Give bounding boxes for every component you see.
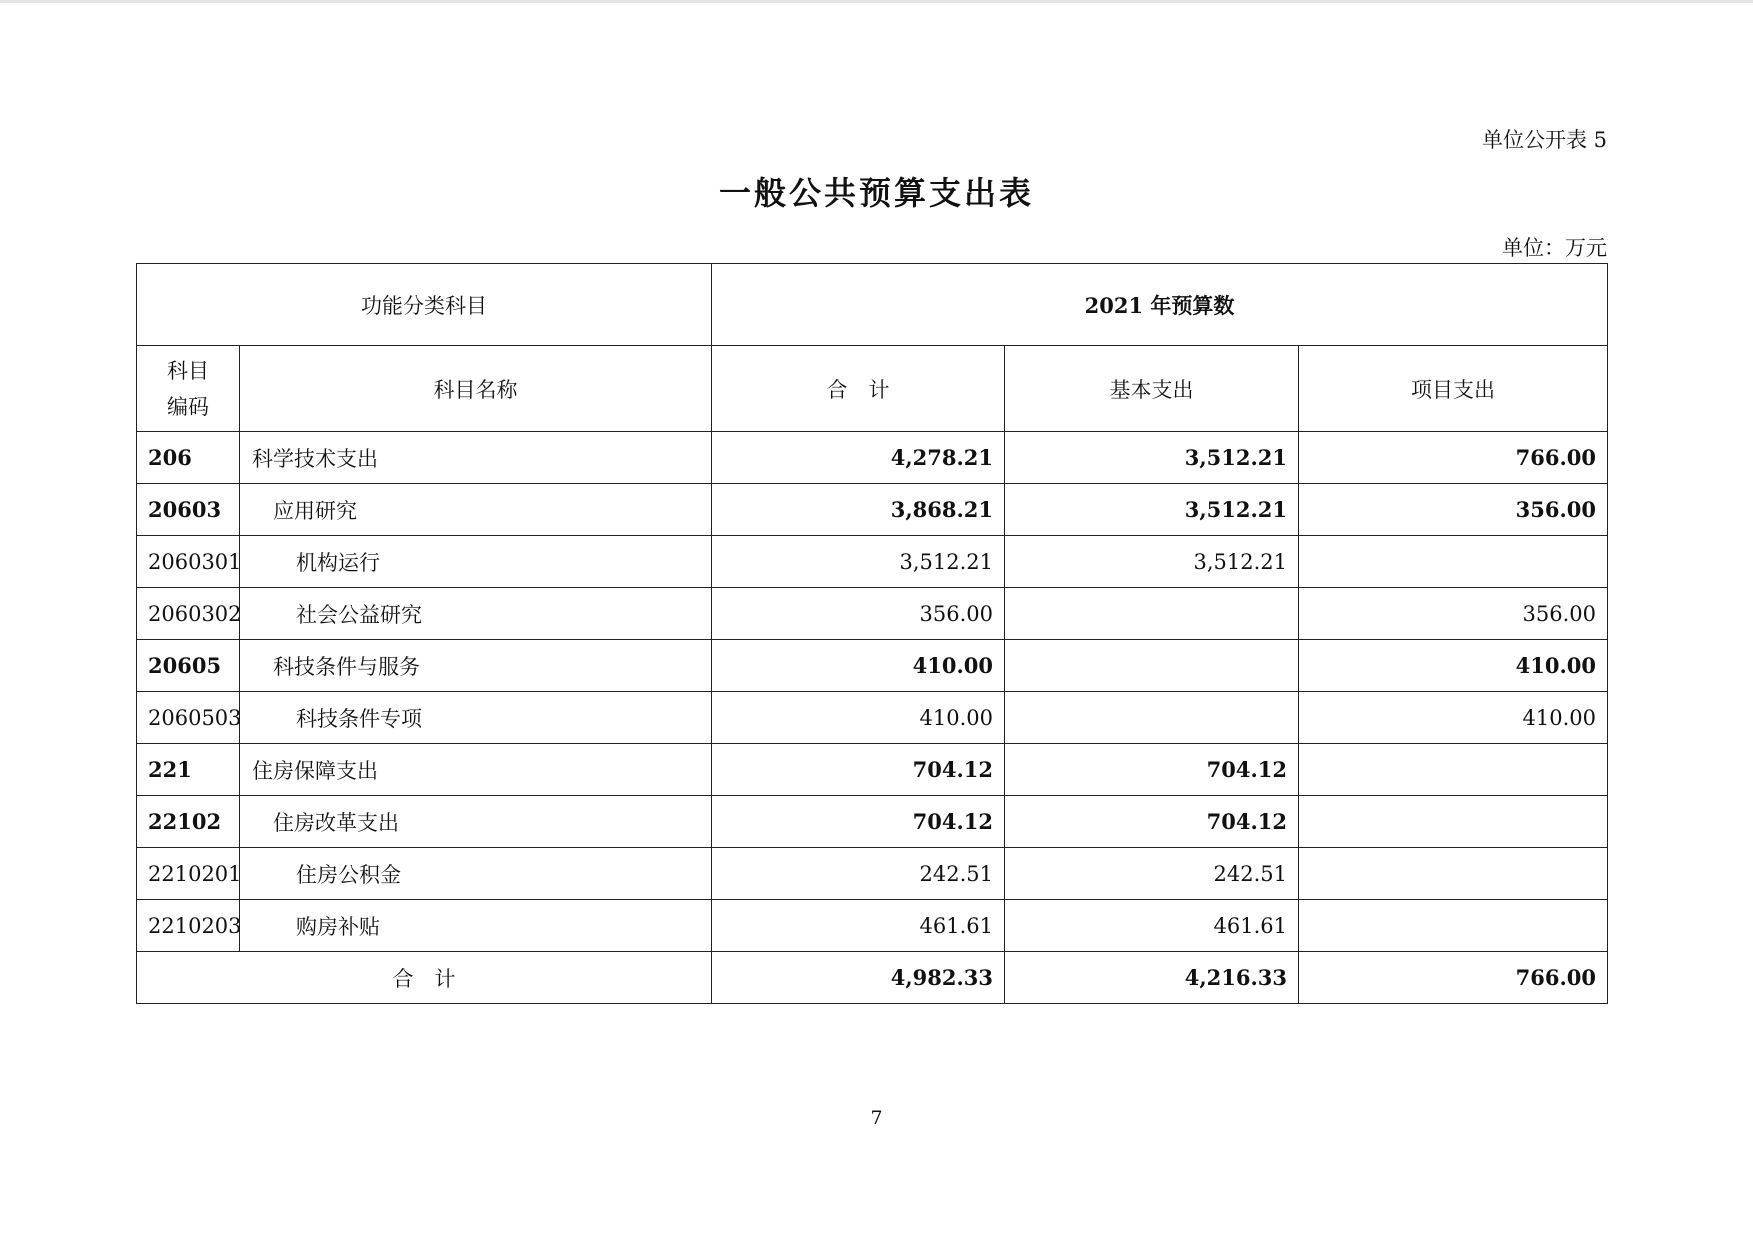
total-project: 766.00 <box>1299 952 1608 1004</box>
row-code: 2210203 <box>137 900 240 952</box>
total-row <box>137 952 1608 1004</box>
column-header-name: 科目名称 <box>240 346 712 432</box>
row-name: 住房改革支出 <box>240 796 712 848</box>
row-basic: 3,512.21 <box>1005 536 1299 588</box>
row-project: 410.00 <box>1299 640 1608 692</box>
row-project: 410.00 <box>1299 692 1608 744</box>
unit-label: 单位：万元 <box>1502 236 1607 260</box>
row-project <box>1299 900 1608 952</box>
row-name: 社会公益研究 <box>240 588 712 640</box>
row-name: 住房保障支出 <box>240 744 712 796</box>
table-row <box>137 640 1608 692</box>
row-project <box>1299 796 1608 848</box>
row-total: 410.00 <box>712 692 1005 744</box>
table-row <box>137 848 1608 900</box>
table-row <box>137 900 1608 952</box>
form-number: 单位公开表 5 <box>1481 128 1607 152</box>
row-code: 206 <box>137 432 240 484</box>
row-project: 356.00 <box>1299 484 1608 536</box>
row-project: 356.00 <box>1299 588 1608 640</box>
total-amount: 4,982.33 <box>712 952 1005 1004</box>
total-basic: 4,216.33 <box>1005 952 1299 1004</box>
row-basic: 242.51 <box>1005 848 1299 900</box>
row-name: 科技条件与服务 <box>240 640 712 692</box>
row-total: 242.51 <box>712 848 1005 900</box>
budget-table <box>136 263 1608 1004</box>
row-code: 2210201 <box>137 848 240 900</box>
column-header-basic: 基本支出 <box>1005 346 1299 432</box>
table-row <box>137 432 1608 484</box>
table-row <box>137 744 1608 796</box>
row-basic: 3,512.21 <box>1005 484 1299 536</box>
page-number: 7 <box>870 1107 883 1129</box>
row-basic: 3,512.21 <box>1005 432 1299 484</box>
row-name: 应用研究 <box>240 484 712 536</box>
row-code: 20605 <box>137 640 240 692</box>
table-row <box>137 484 1608 536</box>
column-header-code-text: 科目 编码 <box>167 358 209 419</box>
row-code: 2060503 <box>137 692 240 744</box>
column-header-total: 合 计 <box>712 346 1005 432</box>
group-header-budget-2021: 2021 年预算数 <box>712 264 1608 346</box>
column-header-code <box>137 346 240 432</box>
row-total: 461.61 <box>712 900 1005 952</box>
row-basic: 461.61 <box>1005 900 1299 952</box>
group-header-classification: 功能分类科目 <box>137 264 712 346</box>
row-name: 住房公积金 <box>240 848 712 900</box>
header-row-group <box>137 264 1608 346</box>
row-code: 2060301 <box>137 536 240 588</box>
row-basic: 704.12 <box>1005 744 1299 796</box>
row-project <box>1299 744 1608 796</box>
row-basic <box>1005 692 1299 744</box>
row-total: 356.00 <box>712 588 1005 640</box>
row-code: 221 <box>137 744 240 796</box>
page-title: 一般公共预算支出表 <box>718 174 1034 212</box>
row-basic <box>1005 588 1299 640</box>
row-basic <box>1005 640 1299 692</box>
row-name: 科技条件专项 <box>240 692 712 744</box>
table-row <box>137 536 1608 588</box>
scan-edge <box>0 0 1753 3</box>
row-total: 3,868.21 <box>712 484 1005 536</box>
row-name: 机构运行 <box>240 536 712 588</box>
row-project <box>1299 848 1608 900</box>
row-total: 704.12 <box>712 744 1005 796</box>
row-code: 22102 <box>137 796 240 848</box>
table-row <box>137 588 1608 640</box>
row-code: 20603 <box>137 484 240 536</box>
row-project <box>1299 536 1608 588</box>
table-row <box>137 692 1608 744</box>
row-name: 科学技术支出 <box>240 432 712 484</box>
header-row-columns <box>137 346 1608 432</box>
row-total: 704.12 <box>712 796 1005 848</box>
column-header-project: 项目支出 <box>1299 346 1608 432</box>
row-project: 766.00 <box>1299 432 1608 484</box>
row-total: 4,278.21 <box>712 432 1005 484</box>
row-name: 购房补贴 <box>240 900 712 952</box>
row-total: 410.00 <box>712 640 1005 692</box>
table-row <box>137 796 1608 848</box>
row-code: 2060302 <box>137 588 240 640</box>
total-label: 合 计 <box>137 952 712 1004</box>
row-total: 3,512.21 <box>712 536 1005 588</box>
row-basic: 704.12 <box>1005 796 1299 848</box>
